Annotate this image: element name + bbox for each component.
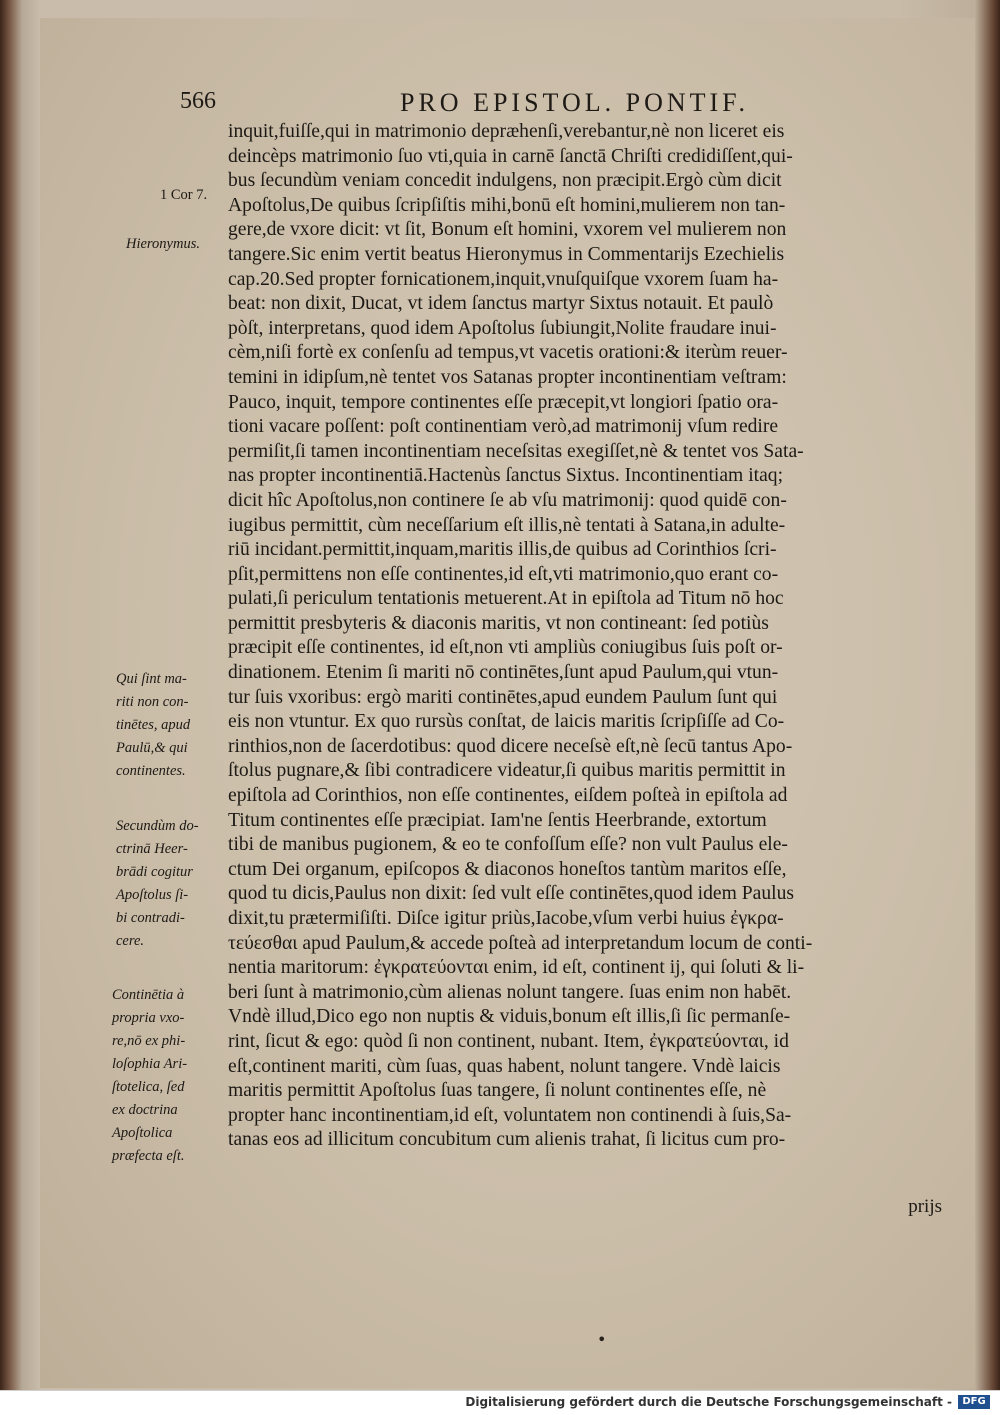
- margin-note-line: 1 Cor 7.: [160, 187, 208, 203]
- margin-note-line: ex doctrina: [112, 1102, 178, 1118]
- text-line: beri ſunt à matrimonio,cùm alienas nolunt tangere. ſuas enim non habēt.: [228, 981, 792, 1003]
- margin-note-continentia: [112, 984, 187, 1168]
- text-line: temini in idipſum,nè tentet vos Satanas propter incontinentiam veſtram:: [228, 366, 787, 388]
- text-line: cèm,niſi fortè ex conſenſu ad tempus,vt vacetis orationi:& iterùm reuer-: [228, 342, 788, 364]
- text-line: pulati,ſi periculum tentationis metuerent.At in epiſtola ad Titum nō hoc: [228, 588, 784, 610]
- text-line: Pauco, inquit, tempore continentes eſſe præcepit,vt longiori ſpatio ora-: [228, 391, 779, 413]
- text-line: iugibus permittit, cùm neceſſarium eſt illis,nè tentati à Satana,in adulte-: [228, 514, 786, 536]
- text-line: bus ſecundùm veniam concedit indulgens, non præcipit.Ergò cùm dicit: [228, 170, 782, 192]
- text-line: tangere.Sic enim vertit beatus Hieronymus in Commentarijs Ezechielis: [228, 243, 785, 265]
- text-line: cap.20.Sed propter fornicationem,inquit,vnuſquiſque vxorem ſuam ha-: [228, 268, 779, 290]
- margin-note-line: Apoſtolus ſi-: [116, 887, 189, 903]
- catchword: prijs: [908, 1196, 942, 1217]
- text-line: pſit,permittens non eſſe continentes,id eſt,vti matrimonio,quo erant co-: [228, 563, 779, 585]
- text-line: permittit presbyteris & diaconis maritis, vt non contineant: ſed potiùs: [228, 612, 769, 634]
- text-line: gere,de vxore dicit: vt ſit, Bonum eſt homini, vxorem vel mulierem non: [228, 219, 787, 241]
- margin-note-line: Apoſtolica: [112, 1125, 173, 1141]
- text-line: inquit,fuiſſe,qui in matrimonio depræhenſi,verebantur,nè non liceret eis: [228, 121, 785, 142]
- body-text: [228, 120, 958, 1153]
- text-line: tibi de manibus pugionem, & eo te confoſſum eſſe? non vult Paulus ele-: [228, 834, 788, 856]
- margin-note-line: Qui ſint ma-: [116, 671, 187, 687]
- margin-note-line: loſophia Ari-: [112, 1056, 188, 1072]
- margin-note-line: re,nō ex phi-: [112, 1033, 186, 1049]
- text-line: riū incidant.permittit,inquam,maritis illis,de quibus ad Corinthios ſcri-: [228, 539, 777, 561]
- margin-note-line: riti non con-: [116, 694, 189, 710]
- margin-note-line: brādi cogitur: [116, 864, 193, 880]
- margin-note-line: bi contradi-: [116, 910, 185, 926]
- footer-bar: [0, 1390, 1000, 1415]
- margin-note-line: Secundùm do-: [116, 818, 199, 834]
- text-line: tanas eos ad illicitum concubitum cum alienis trahat, ſi licitus cum pro-: [228, 1129, 786, 1151]
- margin-note-hieronymus: [126, 233, 200, 256]
- text-line: eſt,continent mariti, cùm ſuas, quas habent, nolunt tangere. Vndè laicis: [228, 1055, 781, 1077]
- text-line: eis non vtuntur. Ex quo rursùs conſtat, de laicis maritis ſcripſiſſe ad Co-: [228, 711, 785, 733]
- dfg-logo[interactable]: DFG: [958, 1395, 990, 1409]
- margin-note-line: propria vxo-: [112, 1010, 185, 1026]
- text-line: tur ſuis vxoribus: ergò mariti continētes,apud eundem Paulum ſunt qui: [228, 686, 778, 708]
- text-line: Vndè illud,Dico ego non nuptis & viduis,bonum eſt illis,ſi ſic permanſe-: [228, 1006, 791, 1028]
- text-line: rint, ſicut & ego: quòd ſi non continent, nubant. Item, ἐγκρατεύονται, id: [228, 1030, 789, 1052]
- text-line: dixit,tu prætermiſiſti. Diſce igitur priùs,Iacobe,vſum verbi huius ἐγκρα-: [228, 908, 784, 929]
- text-line: ſtolus pugnare,& ſibi contradicere videatur,ſi quibus maritis permittit in: [228, 760, 786, 782]
- running-head: PRO EPISTOL. PONTIF.: [400, 88, 750, 117]
- margin-note-line: Continētia à: [112, 987, 185, 1003]
- margin-note-heerbrand: [116, 815, 199, 953]
- text-line: quod tu dicis,Paulus non dixit: ſed vult eſſe continētes,quod idem Paulus: [228, 883, 794, 905]
- text-line: nas propter incontinentiā.Hactenùs ſanctus Sixtus. Incontinentiam itaq;: [228, 465, 784, 487]
- page-number: 566: [180, 88, 216, 114]
- text-line: Apoſtolus,De quibus ſcripſiſtis mihi,bonū eſt homini,mulierem non tan-: [228, 194, 786, 216]
- margin-note-line: Hieronymus.: [126, 236, 200, 252]
- text-line: rinthios,non de ſacerdotibus: quod dicere neceſsè eſt,nè ſecū tantus Apo-: [228, 735, 793, 757]
- text-line: τεύεσθαι apud Paulum,& accede poſteà ad interpretandum locum de conti-: [228, 932, 813, 954]
- text-line: maritis permittit Apoſtolus ſuas tangere, ſi nolunt continentes eſſe, nè: [228, 1080, 767, 1102]
- text-line: deincèps matrimonio ſuo vti,quia in carnē ſanctā Chriſti credidiſſent,qui-: [228, 145, 793, 167]
- margin-note-line: cere.: [116, 933, 145, 949]
- text-line: nentia maritorum: ἐγκρατεύονται enim, id eſt, continent ij, qui ſoluti & li-: [228, 957, 805, 979]
- margin-note-line: præfecta eſt.: [112, 1148, 185, 1164]
- page-header: [180, 88, 960, 122]
- text-line: dinationem. Etenim ſi mariti nō continētes,ſunt apud Paulum,qui vtun-: [228, 662, 779, 684]
- footer-credit: Digitalisierung gefördert durch die Deutsche Forschungsgemeinschaft -: [465, 1395, 952, 1409]
- margin-note-line: Paulū,& qui: [116, 740, 188, 756]
- margin-note-line: ctrinā Heer-: [116, 841, 188, 857]
- text-line: præcipit eſſe continentes, id eſt,non vti ampliùs coniugibus ſuis poſt or-: [228, 637, 783, 659]
- margin-note-line: ſtotelica, ſed: [112, 1079, 185, 1095]
- text-line: beat: non dixit, Ducat, vt idem ſanctus martyr Sixtus notauit. Et paulò: [228, 293, 774, 315]
- text-line: Titum continentes eſſe præcipiat. Iam'ne ſentis Heerbrande, extortum: [228, 809, 767, 831]
- text-line: propter hanc incontinentiam,id eſt, voluntatem non continendi à ſuis,Sa-: [228, 1104, 792, 1126]
- margin-note-line: continentes.: [116, 763, 186, 779]
- margin-note-bible-reference: [160, 184, 207, 207]
- text-line: epiſtola ad Corinthios, non eſſe continentes, eiſdem poſteà in epiſtola ad: [228, 785, 788, 807]
- text-line: ctum Dei organum, epiſcopos & diaconos honeſtos tantùm maritos eſſe,: [228, 858, 787, 880]
- text-line: pòſt, interpretans, quod idem Apoſtolus ſubiungit,Nolite fraudare inui-: [228, 317, 777, 339]
- margin-note-mariti-continentes: [116, 668, 190, 783]
- text-line: dicit hîc Apoſtolus,non continere ſe ab vſu matrimonij: quod quidē con-: [228, 489, 787, 511]
- text-line: tioni vacare poſſent: poſt continentiam verò,ad matrimonij vſum redire: [228, 416, 779, 438]
- ink-mark-icon: •: [597, 1330, 607, 1349]
- text-line: permiſit,ſi tamen incontinentiam neceſsitas exegiſſet,nè & tentet vos Sata-: [228, 440, 804, 462]
- margin-note-line: tinētes, apud: [116, 717, 191, 733]
